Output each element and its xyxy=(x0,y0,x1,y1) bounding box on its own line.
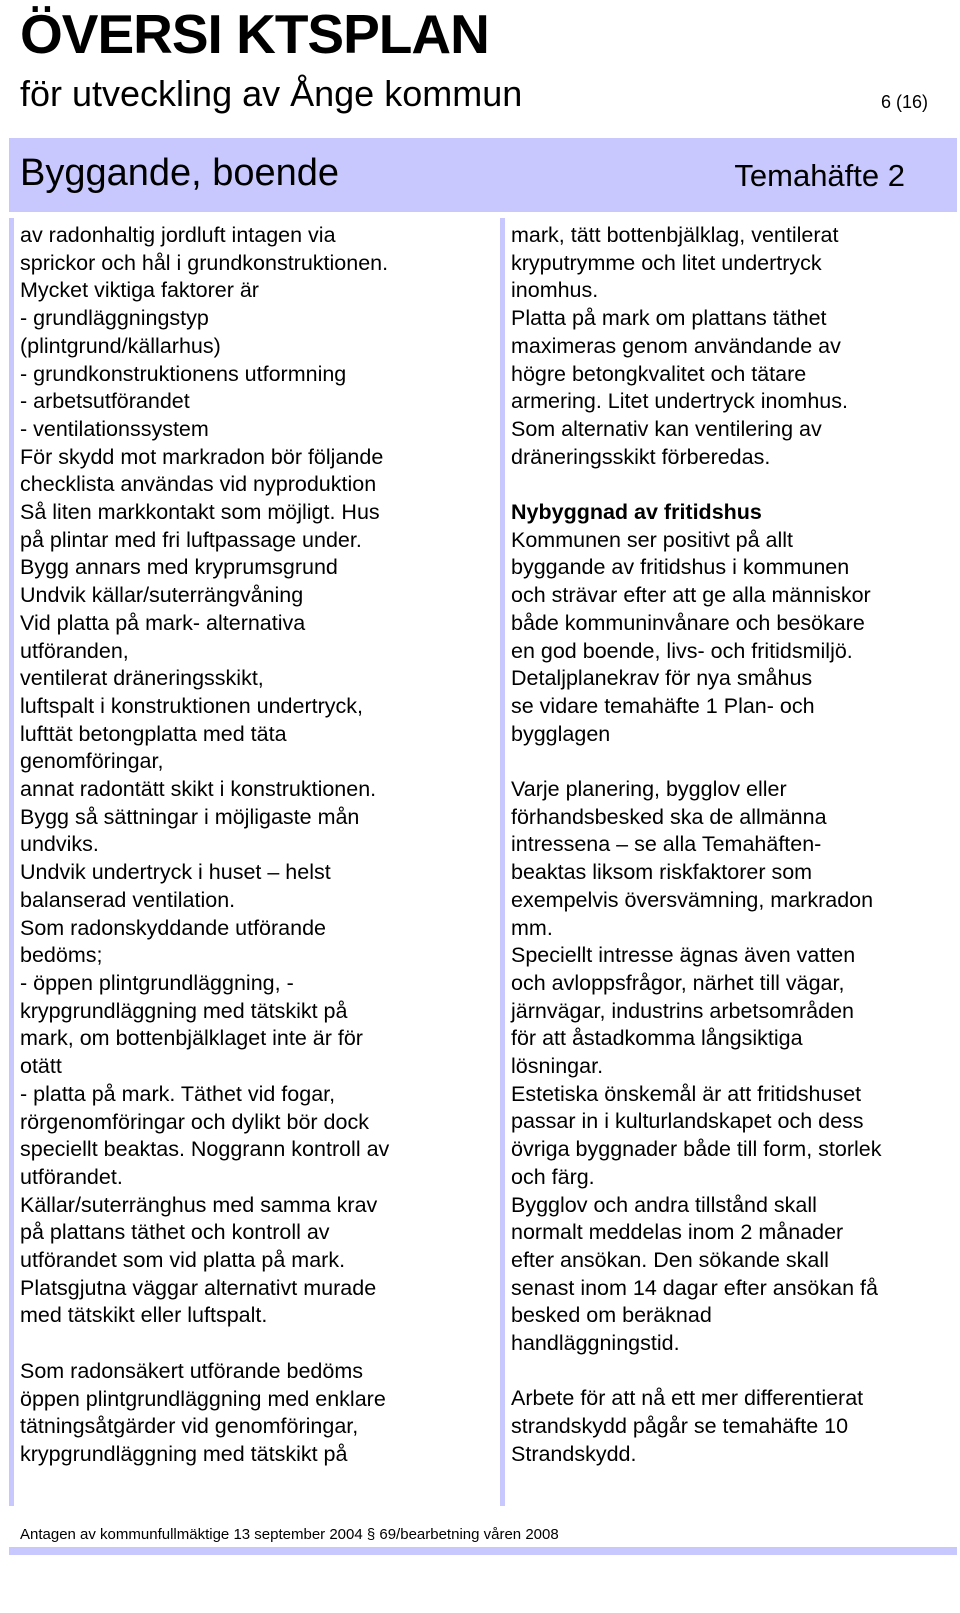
left-paragraph-1: av radonhaltig jordluft intagen via sprickor och hål i grundkonstruktionen. Mycket viktiga faktorer är - grundläggningstyp (plintgrund/källarhus) - grundkonstruktionens utformning - arbetsutförandet - ventilationssystem För skydd mot markradon bör följande checklista användas vid nyproduktion Så liten markkontakt som möjligt. Hus på plintar med fri luftpassage under. Bygg annars med kryprumsgrund Undvik källar/suterrängvåning Vid platta på mark- alternativa utföranden, ventilerat dräneringsskikt, luftspalt i konstruktionen undertryck, lufttät betongplatta med täta genomföringar, annat radontätt skikt i konstruktionen. Bygg så sättningar i möjligaste mån undviks. Undvik undertryck i huset – helst balanserad ventilation. Som radonskyddande utförande bedöms; - öppen plintgrundläggning, - krypgrundläggning med tätskikt på mark, om bottenbjälklaget inte är för otätt - platta på mark. Täthet vid fogar, rörgenomföringar och dylikt bör dock speciellt beaktas. Noggrann kontroll av utförandet. Källar/suterränghus med samma krav på plattans täthet och kontroll av utförandet som vid platta på mark. Platsgjutna väggar alternativt murade med tätskikt eller luftspalt. xyxy=(20,223,390,1328)
right-heading-fritidshus: Nybyggnad av fritidshus xyxy=(511,500,762,525)
right-paragraph-3: Varje planering, bygglov eller förhandsbesked ska de allmänna intressena – se alla Temahäften- beaktas liksom riskfaktorer som exempelvis översvämning, markradon mm. Speciellt intresse ägnas även vatten och avloppsfrågor, närhet till vägar, järnvägar, industrins arbetsområden för att åstadkomma långsiktiga lösningar. Estetiska önskemål är att fritidshuset passar in i kulturlandskapet och dess övriga byggnader både till form, storlek och färg. Bygglov och andra tillstånd skall normalt meddelas inom 2 månader efter ansökan. Den sökande skall senast inom 14 dagar efter ansökan få besked om beräknad handläggningstid. xyxy=(511,777,882,1356)
page-number: 6 (16) xyxy=(880,92,928,112)
right-paragraph-2: Kommunen ser positivt på allt byggande av fritidshus i kommunen och strävar efter att ge alla människor både kommuninvånare och besökare en god boende, livs- och fritidsmiljö. Detaljplanekrav för nya småhus se vidare temahäfte 1 Plan- och bygglagen xyxy=(511,527,871,746)
section-title: Byggande, boende xyxy=(20,152,340,194)
footer-text: Antagen av kommunfullmäktige 13 september 2004 § 69/bearbetning våren 2008 xyxy=(20,1526,559,1543)
section-tema-label: Temahäfte 2 xyxy=(734,158,905,193)
footer-bar xyxy=(9,1547,957,1555)
left-column xyxy=(20,222,490,1469)
right-paragraph-4: Arbete för att nå ett mer differentierat strandskydd pågår se temahäfte 10 Strandskydd. xyxy=(511,1386,864,1466)
left-paragraph-2: Som radonsäkert utförande bedöms öppen plintgrundläggning med enklare tätningsåtgärder vid genomföringar, krypgrundläggning med tätskikt på xyxy=(20,1358,386,1466)
section-header-bar xyxy=(9,138,957,212)
left-column-rule xyxy=(9,218,14,1506)
document-title: ÖVERSI KTSPLAN xyxy=(20,3,489,65)
right-column xyxy=(511,222,951,1469)
document-subtitle: för utveckling av Ånge kommun xyxy=(20,73,523,114)
right-paragraph-1: mark, tätt bottenbjälklag, ventilerat kryputrymme och litet undertryck inomhus. Platta på mark om plattans täthet maximeras genom användande av högre betongkvalitet och tätare armering. Litet undertryck inomhus. Som alternativ kan ventilering av dräneringsskikt förberedas. xyxy=(511,223,848,469)
middle-column-rule xyxy=(500,218,505,1506)
